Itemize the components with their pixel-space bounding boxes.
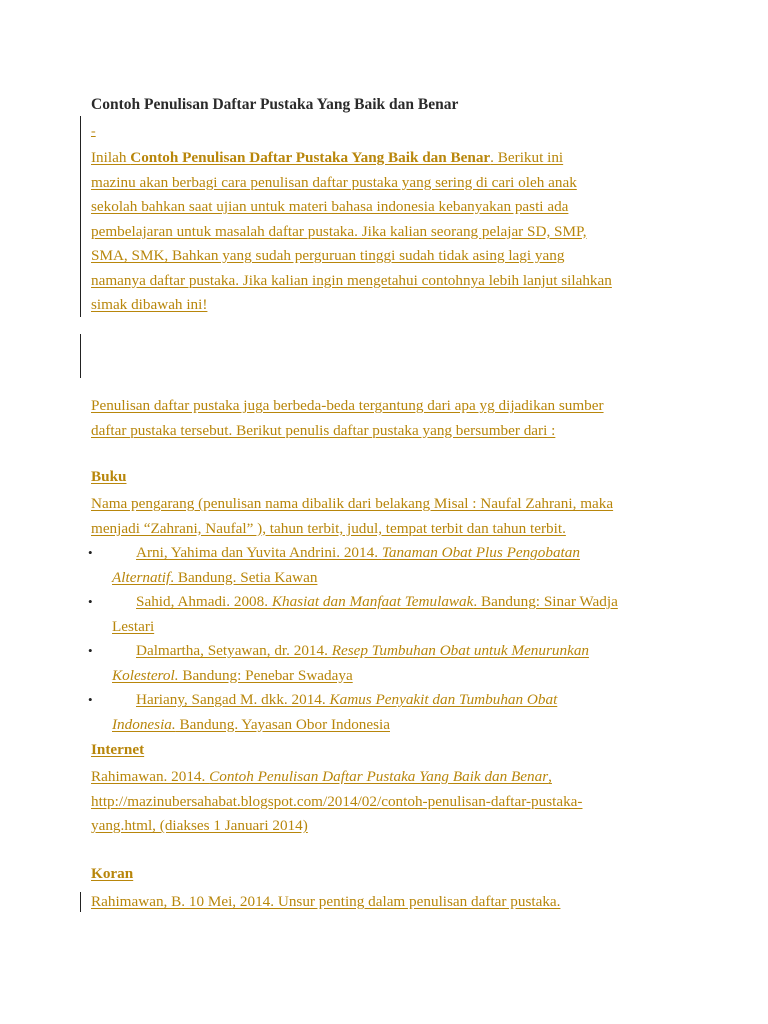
page-title: Contoh Penulisan Daftar Pustaka Yang Baik dan Benar bbox=[91, 96, 459, 113]
buku-reference-list bbox=[88, 541, 618, 737]
paragraph-line: daftar pustaka tersebut. Berikut penulis daftar pustaka yang bersumber dari : bbox=[91, 421, 556, 439]
section-heading-koran: Koran bbox=[91, 865, 134, 882]
reference-url[interactable]: http://mazinubersahabat.blogspot.com/2014/02/contoh-penulisan-daftar-pustaka- bbox=[91, 792, 583, 810]
list-item: • Dalmartha, Setyawan, dr. 2014. Resep Tumbuhan Obat untuk Menurunkan Kolesterol. Bandung: Penebar Swadaya bbox=[91, 639, 618, 688]
intro-line: mazinu akan berbagi cara penulisan daftar pustaka yang sering di cari oleh anak bbox=[91, 173, 577, 191]
sources-paragraph bbox=[91, 394, 604, 443]
list-item: • Sahid, Ahmadi. 2008. Khasiat dan Manfaat Temulawak. Bandung: Sinar Wadja Lestari bbox=[91, 590, 618, 639]
intro-line: SMA, SMK, Bahkan yang sudah perguruan tinggi sudah tidak asing lagi yang bbox=[91, 247, 565, 264]
bullet-icon: • bbox=[88, 692, 93, 707]
intro-line: Inilah Contoh Penulisan Daftar Pustaka Yang Baik dan Benar. Berikut ini bbox=[91, 149, 564, 166]
margin-change-bar bbox=[80, 116, 81, 317]
intro-line: namanya daftar pustaka. Jika kalian ingin mengetahui contohnya lebih lanjut silahkan bbox=[91, 271, 612, 289]
internet-reference: Rahimawan. 2014. Contoh Penulisan Daftar Pustaka Yang Baik dan Benar, http://mazinubersahabat.blogspot.com/2014/02/contoh-penulisan-daftar-pustaka- yang.html, (diakses 1 Januari 2014) bbox=[91, 768, 583, 834]
dash-marker: - bbox=[91, 124, 96, 139]
paragraph-line: menjadi “Zahrani, Naufal” ), tahun terbit, judul, tempat terbit dan tahun terbit. bbox=[91, 519, 566, 537]
intro-line: pembelajaran untuk masalah daftar pustaka. Jika kalian seorang pelajar SD, SMP, bbox=[91, 222, 587, 240]
section-heading-internet: Internet bbox=[91, 741, 145, 758]
bullet-icon: • bbox=[88, 643, 93, 658]
margin-change-bar bbox=[80, 892, 81, 912]
list-item: • Hariany, Sangad M. dkk. 2014. Kamus Penyakit dan Tumbuhan Obat Indonesia. Bandung. Yayasan Obor Indonesia bbox=[91, 688, 618, 737]
section-heading-buku: Buku bbox=[91, 468, 127, 485]
intro-line: simak dibawah ini! bbox=[91, 296, 208, 313]
bullet-icon: • bbox=[88, 545, 93, 560]
buku-description bbox=[91, 492, 613, 541]
intro-bold-title: Contoh Penulisan Daftar Pustaka Yang Baik dan Benar bbox=[130, 149, 491, 166]
bullet-icon: • bbox=[88, 594, 93, 609]
paragraph-line: Nama pengarang (penulisan nama dibalik dari belakang Misal : Naufal Zahrani, maka bbox=[91, 495, 614, 512]
margin-change-bar bbox=[80, 334, 81, 378]
intro-paragraph bbox=[91, 146, 612, 318]
koran-reference: Rahimawan, B. 10 Mei, 2014. Unsur penting dalam penulisan daftar pustaka. bbox=[91, 893, 561, 910]
paragraph-line: Penulisan daftar pustaka juga berbeda-beda tergantung dari apa yg dijadikan sumber bbox=[91, 397, 604, 414]
list-item: • Arni, Yahima dan Yuvita Andrini. 2014. Tanaman Obat Plus Pengobatan Alternatif. Bandung. Setia Kawan bbox=[91, 541, 618, 590]
intro-line: sekolah bahkan saat ujian untuk materi bahasa indonesia kebanyakan pasti ada bbox=[91, 198, 569, 215]
